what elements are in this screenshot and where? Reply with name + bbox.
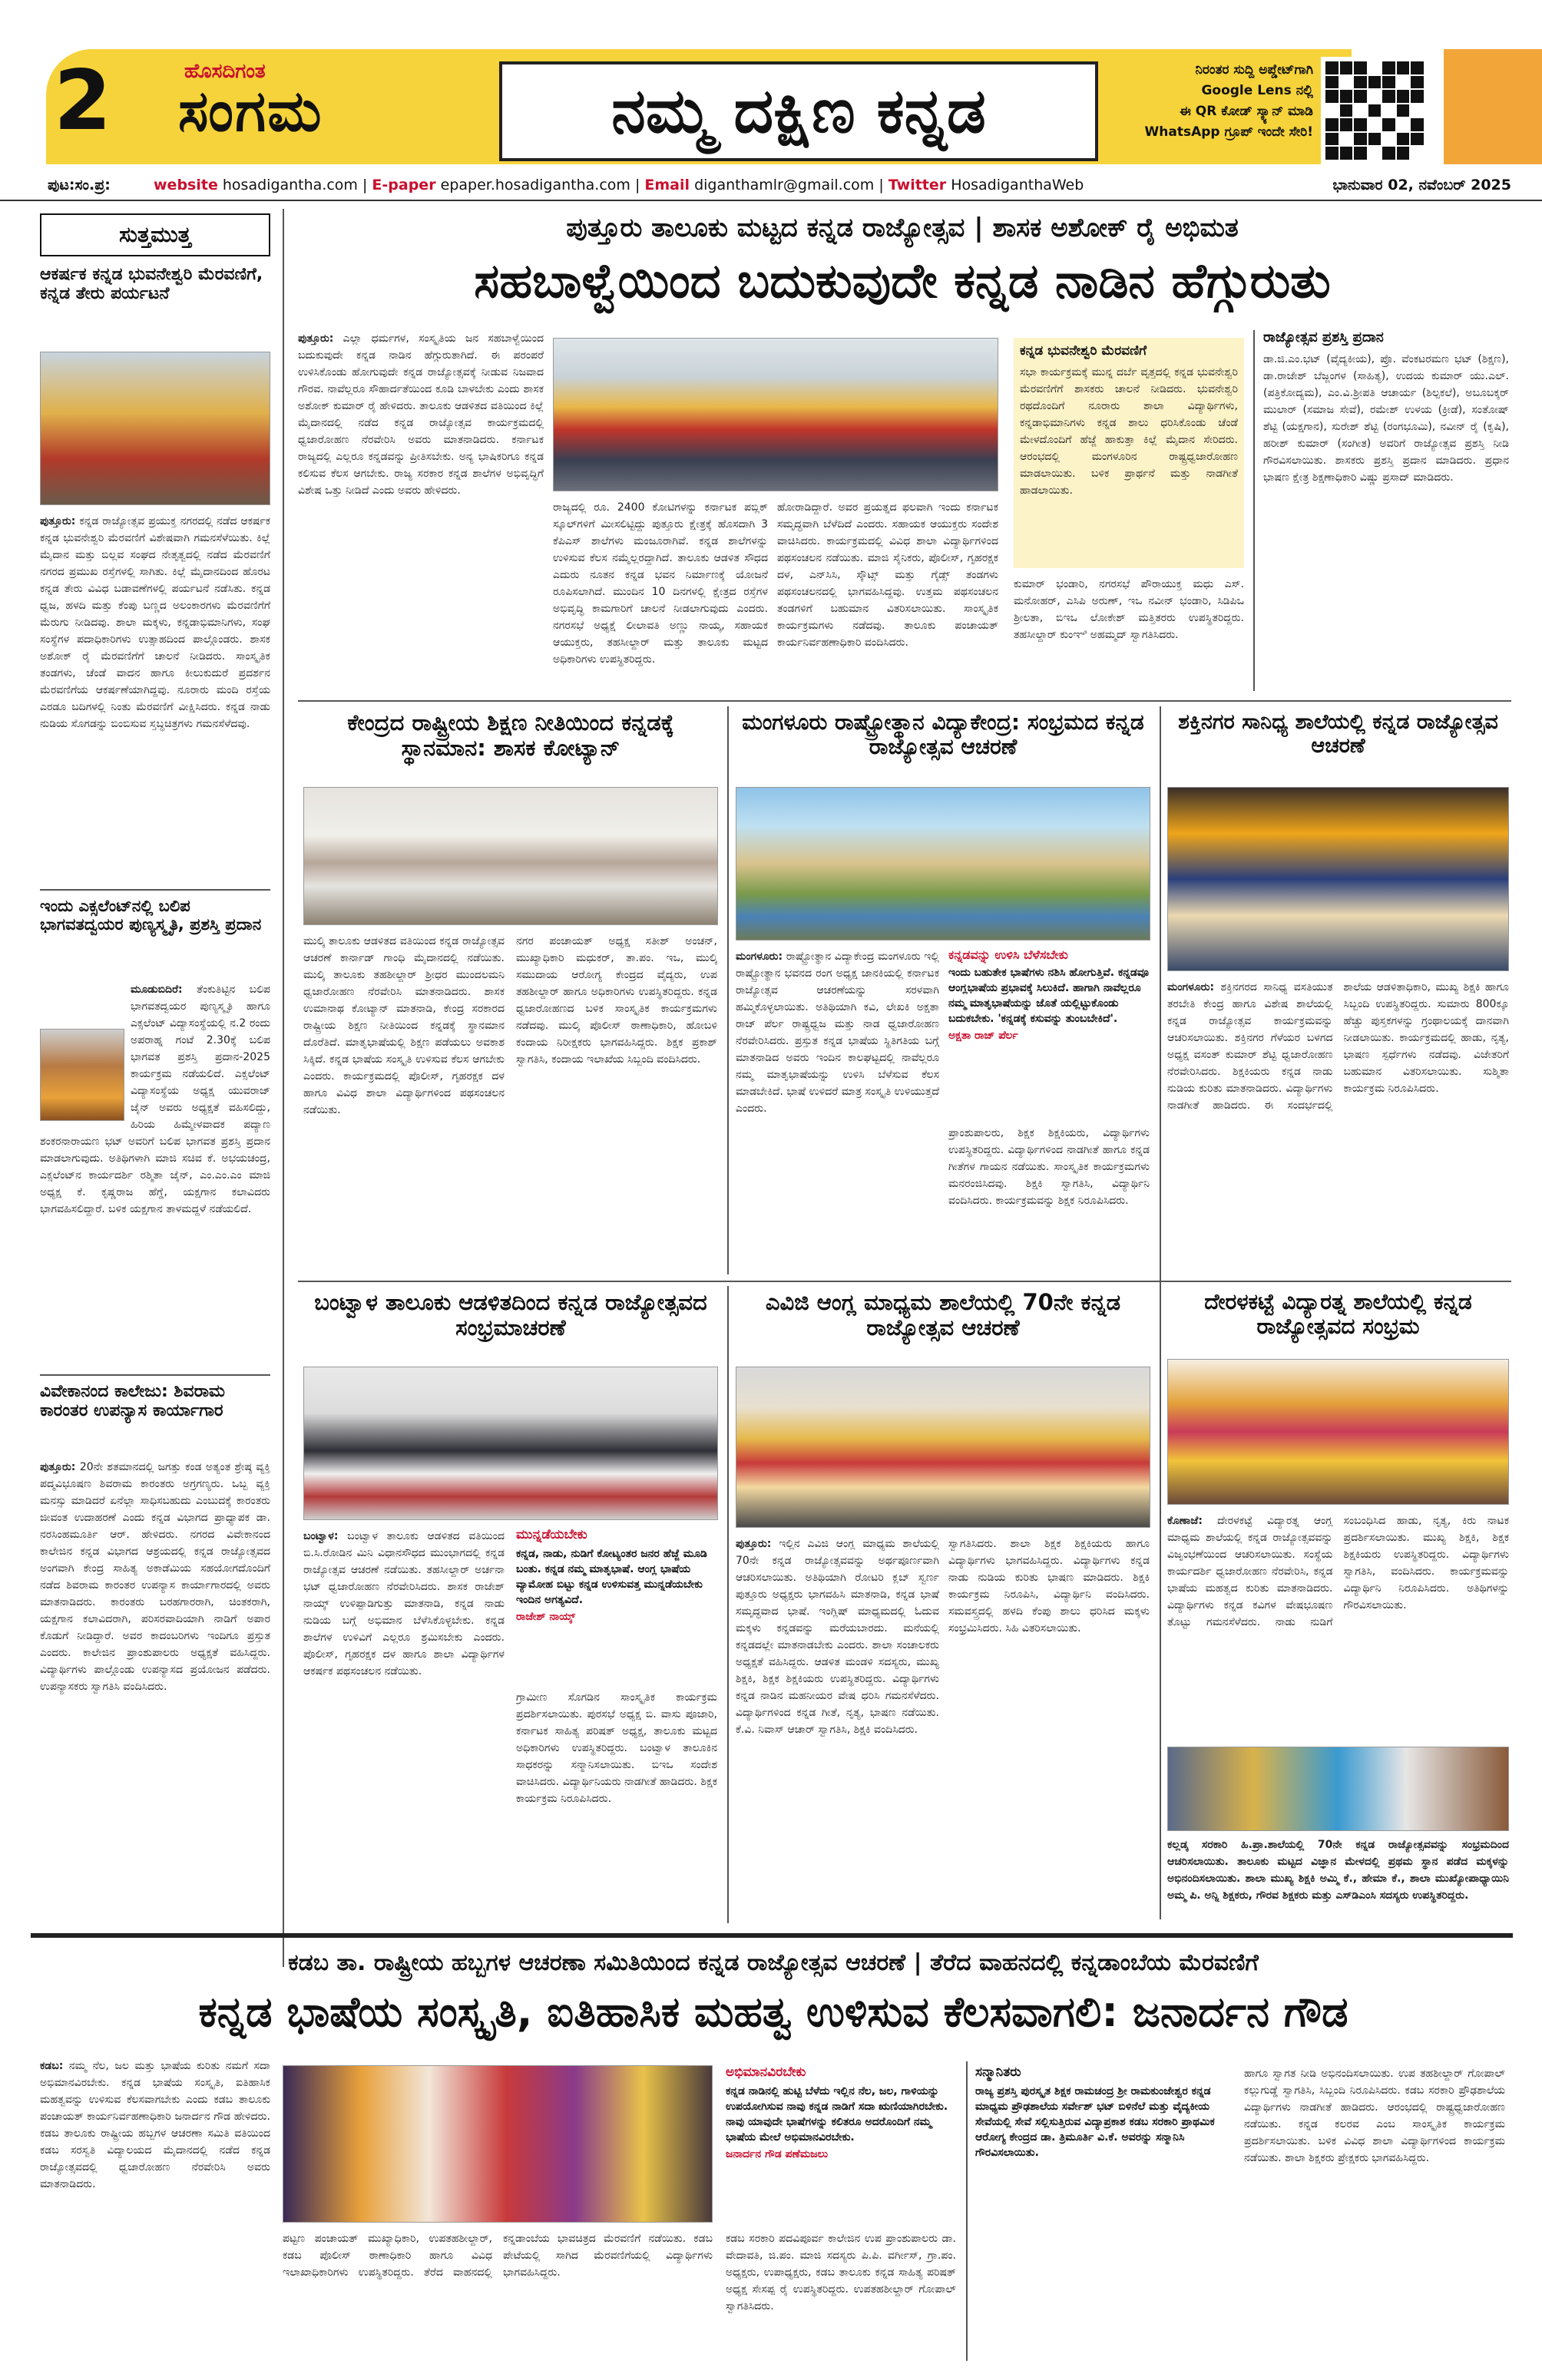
promo-line: WhatsApp ಗ್ರೂಪ್ ಇಂದೇ ಸೇರಿ! (1144, 124, 1313, 140)
box-title: ಸನ್ಮಾನಿತರು (975, 2064, 1021, 2080)
quote-title: ಕನ್ನಡವನ್ನು ಉಳಿಸಿ ಬೆಳೆಸಬೇಕು (948, 947, 1068, 962)
row2-b-quote (948, 948, 1150, 1117)
brand-logo-small: ಹೊಸದಿಗಂತ (184, 60, 266, 83)
box-text: ರಾಜ್ಯ ಪ್ರಶಸ್ತಿ ಪುರಸ್ಕೃತ ಶಿಕ್ಷಕ ರಾಮಚಂದ್ರ ಶ್ರೀ ರಾಮಕುಂಜೇಶ್ವರ ಕನ್ನಡ ಮಾಧ್ಯಮ ಪ್ರೌಢಶಾಲೆಯ ಸರ್ವೇಶ್ ಭಟ್ ಬಿಳಿನೆಲೆ ಮತ್ತು ವೈದ್ಯಕೀಯ ಸೇವೆಯಲ್ಲಿ ಸೇವೆ ಸಲ್ಲಿಸುತ್ತಿರುವ ವಿದ್ಯಾಪ್ರಕಾಶ ಕಡಬ ಸರಕಾರಿ ಪ್ರಾಥಮಿಕ ಆರೋಗ್ಯ ಕೇಂದ್ರದ ಡಾ. ತ್ರಿಮೂರ್ತಿ ವಿ.ಕೆ. ಅವರನ್ನು ಸನ್ಮಾನಿಸಿ ಗೌರವಿಸಲಾಯಿತು. (975, 2084, 1215, 2159)
quote-text: ಇಂದು ಬಹುತೇಕ ಭಾಷೆಗಳು ನಶಿಸಿ ಹೋಗುತ್ತಿವೆ. ಕನ್ನಡವೂ ಆಂಗ್ಲಭಾಷೆಯ ಪ್ರಭಾವಕ್ಕೆ ಸಿಲುಕಿದೆ. ಹಾಗಾಗಿ ನಾವೆಲ್ಲರೂ ನಮ್ಮ ಮಾತೃಭಾಷೆಯನ್ನು ಜೊತೆ ಯಲ್ಲಿಟ್ಟುಕೊಂಡು ಬದುಕಬೇಕು. 'ಕನ್ನಡಕ್ಕೆ ಕಸುವನ್ನು ತುಂಬಬೇಕಿದೆ'. (948, 967, 1149, 1026)
row2-c-body (1167, 979, 1509, 1271)
top-story-headline: ಸಹಬಾಳ್ವೆಯಿಂದ ಬದುಕುವುದೇ ಕನ್ನಡ ನಾಡಿನ ಹೆಗ್ಗುರುತು (474, 253, 1331, 309)
column-rule (1160, 706, 1161, 1919)
edition-title: ನಮ್ಮ ದಕ್ಷಿಣ ಕನ್ನಡ (499, 61, 1098, 161)
article-text: ನಮ್ಮ ನೆಲ, ಜಲ ಮತ್ತು ಭಾಷೆಯ ಕುರಿತು ನಮಗೆ ಸದಾ ಅಭಿಮಾನವಿರಬೇಕು. ಕನ್ನಡ ಭಾಷೆಯ ಸಂಸ್ಕೃತಿ, ಐತಿಹಾಸಿಕ ಮಹತ್ವವನ್ನು ಉಳಿಸುವ ಕೆಲಸವಾಗಬೇಕು ಎಂದು ಕಡಬ ತಾಲೂಕು ಪಂಚಾಯತ್ ಕಾರ್ಯನಿರ್ವಹಣಾಧಿಕಾರಿ ಜನಾರ್ದನ ಗೌಡ ಹೇಳಿದರು. ಕಡಬ ತಾಲೂಕು ರಾಷ್ಟ್ರೀಯ ಹಬ್ಬಗಳ ಆಚರಣಾ ಸಮಿತಿ ವತಿಯಿಂದ ಕಡಬ ಸರಸ್ವತಿ ವಿದ್ಯಾಲಯದ ಮೈದಾನದಲ್ಲಿ ನಡೆದ ಕನ್ನಡ ರಾಜ್ಯೋತ್ಸವದಲ್ಲಿ ಧ್ವಜಾರೋಹಣ ನೆರವೇರಿಸಿ ಅವರು ಮಾತನಾಡಿದರು. (40, 2060, 270, 2190)
article-text: ನಗರ ಪಂಚಾಯತ್ ಅಧ್ಯಕ್ಷ ಸತೀಶ್ ಅಂಚನ್, ಮುಖ್ಯಾಧಿಕಾರಿ ಮಧುಕರ್, ತಾ.ಪಂ. ಇಒ, ಮುಲ್ಕಿ ಸಮುದಾಯ ಆರೋಗ್ಯ ಕೇಂದ್ರದ ವೈದ್ಯರು, ಉಪ ತಹಶೀಲ್ದಾರ್ ಹಾಗೂ ಅಧಿಕಾರಿಗಳು ಉಪಸ್ಥಿತರಿದ್ದರು. ಕನ್ನಡ ಧ್ವಜಾರೋಹಣದ ಬಳಿಕ ಸಾಂಸ್ಕೃತಿಕ ಕಾರ್ಯಕ್ರಮಗಳು ನಡೆದವು. ಮುಲ್ಕಿ ಪೊಲೀಸ್ ಠಾಣಾಧಿಕಾರಿ, ಹೋಬಳಿ ಕಂದಾಯ ನಿರೀಕ್ಷಕರು ಭಾಗವಹಿಸಿದ್ದರು. ಶಿಕ್ಷಕ ಪ್ರಕಾಶ್ ಸ್ವಾಗತಿಸಿ, ಕಂದಾಯ ಇಲಾಖೆಯ ಸಿಬ್ಬಂದಿ ವಂದಿಸಿದರು. (516, 935, 717, 1066)
row2-d-headline: ದೇರಳಕಟ್ಟೆ ವಿದ್ಯಾರತ್ನ ಶಾಲೆಯಲ್ಲಿ ಕನ್ನಡ ರಾಜ್ಯೋತ್ಸವದ ಸಂಭ್ರಮ (1204, 1289, 1472, 1340)
row2-a-body-2 (516, 933, 717, 1271)
whatsapp-promo (1090, 60, 1313, 143)
bottom-story-photo (283, 2065, 713, 2223)
quote-text: ಕನ್ನಡ ನಾಡಿನಲ್ಲಿ ಹುಟ್ಟಿ ಬೆಳೆದು ಇಲ್ಲಿನ ನೆಲ, ಜಲ, ಗಾಳಿಯನ್ನು ಉಪಯೋಗಿಸುವ ನಾವು ಕನ್ನಡ ನಾಡಿಗೆ ಸದಾ ಋಣಿಯಾಗಿರಬೇಕು. ನಾವು ಯಾವುದೇ ಭಾಷೆಗಳನ್ನು ಕಲಿತರೂ ಅದರೊಂದಿಗೆ ನಮ್ಮ ಭಾಷೆಯ ಮೇಲೆ ಅಭಿಮಾನವಿರಬೇಕು. (726, 2084, 948, 2144)
dateline: ಮಂಗಳೂರು: (736, 950, 783, 963)
dateline: ಮಂಗಳೂರು: (1167, 981, 1215, 993)
article-text: ಶಕ್ತಿನಗರದ ಸಾನಿಧ್ಯ ವಸತಿಯುತ ತರಬೇತಿ ಕೇಂದ್ರ ಹಾಗೂ ವಿಶೇಷ ಶಾಲೆಯಲ್ಲಿ ಕನ್ನಡ ರಾಜ್ಯೋತ್ಸವ ಕಾರ್ಯಕ್ರಮವನ್ನು ಆಚರಿಸಲಾಯಿತು. ಶಕ್ತಿನಗರ ಗೆಳೆಯರ ಬಳಗದ ಅಧ್ಯಕ್ಷ ವಸಂತ್ ಕುಮಾರ್ ಶೆಟ್ಟಿ ಧ್ವಜಾರೋಹಣ ನೆರವೇರಿಸಿದರು. ಶಿಕ್ಷಕಿಯರು ಕನ್ನಡ ನಾಡು ನುಡಿಯ ಕುರಿತು ಮಾತನಾಡಿದರು. ವಿದ್ಯಾರ್ಥಿಗಳು ನಾಡಗೀತೆ ಹಾಡಿದರು. ಈ ಸಂದರ್ಭದಲ್ಲಿ ಶಾಲೆಯ ಆಡಳಿತಾಧಿಕಾರಿ, ಮುಖ್ಯ ಶಿಕ್ಷಕಿ ಹಾಗೂ ಸಿಬ್ಬಂದಿ ಉಪಸ್ಥಿತರಿದ್ದರು. ಸುಮಾರು 800ಕ್ಕೂ ಹೆಚ್ಚು ಪುಸ್ತಕಗಳನ್ನು ಗ್ರಂಥಾಲಯಕ್ಕೆ ದಾನವಾಗಿ ನೀಡಲಾಯಿತು. ಕಾರ್ಯಕ್ರಮದಲ್ಲಿ ಹಾಡು, ನೃತ್ಯ, ಭಾಷಣ ಸ್ಪರ್ಧೆಗಳು ನಡೆದವು. ವಿಜೇತರಿಗೆ ಬಹುಮಾನ ವಿತರಿಸಲಾಯಿತು. ಸುಶ್ಮಿತಾ ಕಾರ್ಯಕ್ರಮ ನಿರೂಪಿಸಿದರು. (1167, 981, 1509, 1112)
article-text: ಆಡಳಿತ ಮಂಡಳಿ ಸದಸ್ಯರು, ಮುಖ್ಯ ಶಿಕ್ಷಕಿ, ಶಿಕ್ಷಕ ಶಿಕ್ಷಕಿಯರು ಉಪಸ್ಥಿತರಿದ್ದರು. ವಿದ್ಯಾರ್ಥಿಗಳು ಕನ್ನಡ ನಾಡಿನ ಮಹನೀಯರ ವೇಷ ಧರಿಸಿ ಗಮನಸೆಳೆದರು. ವಿದ್ಯಾರ್ಥಿಗಳಿಂದ ಕನ್ನಡ ಗೀತೆ, ನೃತ್ಯ, ಭಾಷಣ ನಡೆಯಿತು. ಕೆ.ವಿ. ನಿವಾಸ್ ಆಚಾರ್ ಸ್ವಾಗತಿಸಿ, ಶಿಕ್ಷಕಿ ವಂದಿಸಿದರು. (736, 1656, 939, 1736)
article-text: ಮುಲ್ಕಿ ತಾಲೂಕು ಆಡಳಿತದ ವತಿಯಿಂದ ಕನ್ನಡ ರಾಜ್ಯೋತ್ಸವ ಆಚರಣೆ ಕಾರ್ನಾಡ್ ಗಾಂಧಿ ಮೈದಾನದಲ್ಲಿ ನಡೆಯಿತು. ಮುಲ್ಕಿ ತಾಲೂಕು ತಹಶೀಲ್ದಾರ್ ಶ್ರೀಧರ ಮುಂದಲಮನಿ ಧ್ವಜಾರೋಹಣ ನೆರವೇರಿಸಿ ಮಾತನಾಡಿದರು. ಶಾಸಕ ಉಮಾನಾಥ ಕೋಟ್ಯಾನ್ ಮಾತನಾಡಿ, ಕೇಂದ್ರ ಸರಕಾರದ ರಾಷ್ಟ್ರೀಯ ಶಿಕ್ಷಣ ನೀತಿಯಿಂದ ಕನ್ನಡಕ್ಕೆ ಸ್ಥಾನಮಾನ ದೊರೆತಿದೆ. ಮಾತೃಭಾಷೆಯಲ್ಲಿ ಶಿಕ್ಷಣ ಪಡೆಯಲು ಅವಕಾಶ ಸಿಕ್ಕಿದೆ. ಕನ್ನಡ ಭಾಷೆಯ ಸಂಸ್ಕೃತಿ ಉಳಿಸುವ ಕೆಲಸ ಆಗಬೇಕು ಎಂದರು. ಕಾರ್ಯಕ್ರಮದಲ್ಲಿ ಪೊಲೀಸ್, ಗೃಹರಕ್ಷಕ ದಳ ಹಾಗೂ ವಿವಿಧ ಶಾಲಾ ವಿದ್ಯಾರ್ಥಿಗಳಿಂದ ಪಥಸಂಚಲನ ನಡೆಯಿತು. (303, 935, 505, 1116)
award-text: ಡಾ.ಜಿ.ಎಂ.ಭಟ್ (ವೈದ್ಯಕೀಯ), ಪ್ರೊ. ವೆಂಕಟರಮಣ ಭಟ್ (ಶಿಕ್ಷಣ), ಡಾ.ರಾಜೇಶ್ ಬೆಜ್ಜಂಗಳ (ಸಾಹಿತ್ಯ), ಉದಯ ಕುಮಾರ್ ಯು.ಎಲ್. (ಪತ್ರಿಕೋದ್ಯಮ), ಎಂ.ವಿ.ಶ್ರೀಪತಿ ಆಚಾರ್ಯ (ಶಿಲ್ಪಕಲೆ), ಅಬೂಬಕ್ಕರ್ ಮುಲಾರ್ (ಸಮಾಜ ಸೇವೆ), ರಮೇಶ್ ಉಳಯ (ಕ್ರೀಡೆ), ಸಂತೋಷ್ ಶೆಟ್ಟಿ (ಯಕ್ಷಗಾನ), ಸುರೇಶ್ ಶೆಟ್ಟಿ (ರಂಗಭೂಮಿ), ನವೀನ್ ರೈ (ಕೃಷಿ), ಹರೀಶ್ ಕುಮಾರ್ (ಸಂಗೀತ) ಅವರಿಗೆ ರಾಜ್ಯೋತ್ಸವ ಪ್ರಶಸ್ತಿ ನೀಡಿ ಗೌರವಿಸಲಾಯಿತು. ಶಾಸಕರು ಪ್ರಶಸ್ತಿ ಪ್ರದಾನ ಮಾಡಿದರು. ಪ್ರಧಾನ ಭಾಷಣ ಕ್ಷೇತ್ರ ಶಿಕ್ಷಣಾಧಿಕಾರಿ ವಿಷ್ಣು ಪ್ರಸಾದ್ ಮಾಡಿದರು. (1263, 352, 1509, 484)
column-rule (727, 706, 729, 1274)
row2-b-headline: ಮಂಗಳೂರು ರಾಷ್ಟ್ರೋತ್ಥಾನ ವಿದ್ಯಾಕೇಂದ್ರ: ಸಂಭ್ರಮದ ಕನ್ನಡ ರಾಜ್ಯೋತ್ಸವ ಆಚರಣೆ (742, 709, 1144, 760)
row3-c-caption (1167, 1836, 1509, 1921)
top-story-sidebar (1014, 338, 1244, 568)
quote-byline: ಅಕ್ಷತಾ ರಾಜ್ ಪೆರ್ಲ (948, 1030, 1018, 1043)
left-story-2-body (40, 981, 270, 1365)
bottom-story-quote (726, 2065, 956, 2219)
row3-a-quote (516, 1528, 717, 1681)
column-rule (1253, 330, 1255, 691)
column-rule (283, 209, 284, 1967)
quote-text: ಕನ್ನಡ, ನಾಡು, ನುಡಿಗೆ ಕೋಟ್ಯಂತರ ಜನರ ಹೆಜ್ಜೆ ಮೂಡಿ ಬಂತು. ಕನ್ನಡ ನಮ್ಮ ಮಾತೃಭಾಷೆ. ಆಂಗ್ಲ ಭಾಷೆಯ ವ್ಯಾಮೋಹ ಬಿಟ್ಟು ಕನ್ನಡ ಉಳಿಸುವತ್ತ ಮುನ್ನಡೆಯಬೇಕು ಇಂದಿನ ಅಗತ್ಯವಿದೆ. (516, 1547, 707, 1606)
dateline: ಪುತ್ತೂರು: (40, 515, 76, 527)
website-label: website (154, 177, 218, 193)
article-text: ಕುಮಾರ್ ಭಂಡಾರಿ, ನಗರಸಭೆ ಪೌರಾಯುಕ್ತ ಮಧು ಎಸ್. ಮನೋಹರ್, ಎಸಿಪಿ ಅರುಣ್, ಇಒ ನವೀನ್ ಭಂಡಾರಿ, ಸಿಡಿಪಿಒ ಶ್ರೀಲತಾ, ಬಿಇಒ ಲೋಕೇಶ್ ಮತ್ತಿತರರು ಉಪಸ್ಥಿತರಿದ್ದರು. ತಹಸೀಲ್ದಾರ್ ಕುಂಞಿ ಅಹಮ್ಮದ್ ಸ್ವಾಗತಿಸಿದರು. (1014, 578, 1244, 641)
sidebar-title: ಕನ್ನಡ ಭುವನೇಶ್ವರಿ ಮೆರವಣಿಗೆ (1020, 343, 1147, 359)
row2-a-headline: ಕೇಂದ್ರದ ರಾಷ್ಟ್ರೀಯ ಶಿಕ್ಷಣ ನೀತಿಯಿಂದ ಕನ್ನಡಕ್ಕೆ ಸ್ಥಾನಮಾನ: ಶಾಸಕ ಕೋಟ್ಯಾನ್ (347, 709, 674, 762)
row2-b-body-2 (948, 1125, 1150, 1271)
bottom-story-body-4 (1244, 2065, 1505, 2361)
info-bar (0, 170, 1542, 201)
bottom-story-body-3 (726, 2230, 956, 2361)
dateline: ಪುತ್ತೂರು: (736, 1538, 772, 1550)
article-text: ರಾಜ್ಯದಲ್ಲಿ ರೂ. 2400 ಕೋಟಿಗಳನ್ನು ಕರ್ನಾಟಕ ಪಬ್ಲಿಕ್ ಸ್ಕೂಲ್‌ಗಳಿಗೆ ಮೀಸಲಿಟ್ಟಿದ್ದು ಪುತ್ತೂರು ಕ್ಷೇತ್ರಕ್ಕೆ ಹೊಸದಾಗಿ 3 ಕೆಪಿಎಸ್ ಶಾಲೆಗಳು ಮಂಜೂರಾಗಿವೆ. ಕನ್ನಡ ಶಾಲೆಗಳನ್ನು ಉಳಿಸುವ ಕೆಲಸ ನಮ್ಮೆಲ್ಲರದ್ದಾಗಿದೆ. ತಾಲೂಕು ಆಡಳಿತ ಸೌಧದ ಎದುರು ನೂತನ ಕನ್ನಡ ಭವನ ನಿರ್ಮಾಣಕ್ಕೆ ಯೋಜನೆ ರೂಪಿಸಲಾಗಿದೆ. ಮುಂದಿನ 10 ದಿನಗಳಲ್ಲಿ ಕ್ಷೇತ್ರದ ರಸ್ತೆಗಳ ಅಭಿವೃದ್ಧಿ ಕಾಮಗಾರಿಗೆ ಚಾಲನೆ ನೀಡಲಾಗುವುದು ಎಂದರು. ನಗರಸಭೆ ಅಧ್ಯಕ್ಷೆ ಲೀಲಾವತಿ ಅಣ್ಣು ನಾಯ್ಕ, ಸಹಾಯಕ ಆಯುಕ್ತರು, ತಹಸೀಲ್ದಾರ್ ಮತ್ತು ತಾಲೂಕು ಮಟ್ಟದ ಅಧಿಕಾರಿಗಳು ಉಪಸ್ಥಿತರಿದ್ದರು. (553, 501, 768, 666)
article-text: ಸ್ವಾಗತಿಸಿದರು. ಶಾಲಾ ಶಿಕ್ಷಕ ಶಿಕ್ಷಕಿಯರು ಹಾಗೂ ವಿದ್ಯಾರ್ಥಿಗಳು ಭಾಗವಹಿಸಿದ್ದರು. ವಿದ್ಯಾರ್ಥಿಗಳು ಕನ್ನಡ ನಾಡು ನುಡಿಯ ಕುರಿತು ಭಾಷಣ ಮಾಡಿದರು. ಶಿಕ್ಷಕಿ ಕಾರ್ಯಕ್ರಮ ನಿರೂಪಿಸಿ, ವಿದ್ಯಾರ್ಥಿನಿ ವಂದಿಸಿದರು. ಸಮವಸ್ತ್ರದಲ್ಲಿ ಹಳದಿ ಕೆಂಪು ಶಾಲು ಧರಿಸಿದ ಮಕ್ಕಳು ಸಂಭ್ರಮಿಸಿದರು. ಸಿಹಿ ವಿತರಿಸಲಾಯಿತು. (948, 1538, 1150, 1635)
left-story-3-headline: ವಿವೇಕಾನಂದ ಕಾಲೇಜು: ಶಿವರಾಮ ಕಾರಂತರ ಉಪನ್ಯಾಸ ಕಾರ್ಯಾಗಾರ (40, 1382, 225, 1421)
quote-byline: ಜನಾರ್ದನ ಗೌಡ ಪಣೆಮಜಲು (726, 2147, 829, 2160)
twitter-link[interactable]: HosadiganthaWeb (951, 177, 1084, 193)
row3-a-body-1 (303, 1528, 505, 1919)
row3-b-headline: ಎವಿಜಿ ಆಂಗ್ಲ ಮಾಧ್ಯಮ ಶಾಲೆಯಲ್ಲಿ 70ನೇ ಕನ್ನಡ ರಾಜ್ಯೋತ್ಸವ ಆಚರಣೆ (765, 1289, 1121, 1341)
qr-code-icon[interactable] (1321, 57, 1428, 164)
row2-c-headline: ಶಕ್ತಿನಗರ ಸಾನಿಧ್ಯ ಶಾಲೆಯಲ್ಲಿ ಕನ್ನಡ ರಾಜ್ಯೋತ್ಸವ ಆಚರಣೆ (1178, 710, 1498, 759)
bottom-story-kicker: ಕಡಬ ತಾ. ರಾಷ್ಟ್ರೀಯ ಹಬ್ಬಗಳ ಆಚರಣಾ ಸಮಿತಿಯಿಂದ ಕನ್ನಡ ರಾಜ್ಯೋತ್ಸವ ಆಚರಣೆ | ತೆರೆದ ವಾಹನದಲ್ಲಿ ಕನ್ನಡಾಂಬೆಯ ಮೆರವಣಿಗೆ (288, 1949, 1259, 1976)
left-story-1-headline: ಆಕರ್ಷಕ ಕನ್ನಡ ಭುವನೇಶ್ವರಿ ಮೆರವಣಿಗೆ, ಕನ್ನಡ ತೇರು ಪರ್ಯಟನೆ (40, 265, 263, 304)
award-title: ರಾಜ್ಯೋತ್ಸವ ಪ್ರಶಸ್ತಿ ಪ್ರದಾನ (1263, 329, 1384, 345)
quote-byline: ರಾಜೇಶ್ ನಾಯ್ಕ್ (516, 1610, 576, 1623)
column-rule (727, 1286, 729, 1923)
promo-line: ನಿರಂತರ ಸುದ್ದಿ ಅಪ್ಡೇಟ್‌ಗಾಗಿ (1195, 62, 1313, 78)
dateline: ಮೂಡುಬಿದಿರೆ: (131, 983, 183, 996)
divider (298, 700, 1511, 702)
bottom-story-body-2 (283, 2230, 713, 2361)
sidebar-text: ಸಭಾ ಕಾರ್ಯಕ್ರಮಕ್ಕೆ ಮುನ್ನ ದರ್ಬೆ ವೃತ್ತದಲ್ಲಿ ಕನ್ನಡ ಭುವನೇಶ್ವರಿ ಮೆರವಣಿಗೆಗೆ ಶಾಸಕರು ಚಾಲನೆ ನೀಡಿದರು. ಭುವನೇಶ್ವರಿ ರಥದೊಂದಿಗೆ ನೂರಾರು ಶಾಲಾ ವಿದ್ಯಾರ್ಥಿಗಳು, ಕನ್ನಡಾಭಿಮಾನಿಗಳು ಕನ್ನಡ ಶಾಲು ಧರಿಸಿಕೊಂಡು ಚೆಂಡೆ ಮೇಳದೊಂದಿಗೆ ಹೆಜ್ಜೆ ಹಾಕುತ್ತಾ ಕಿಲ್ಲೆ ಮೈದಾನ ಸೇರಿದರು. ಆರಂಭದಲ್ಲಿ ಮಂಗಳೂರಿನ ರಾಷ್ಟ್ರಧ್ವಜಾರೋಹಣ ಮಾಡಲಾಯಿತು. ಬಳಿಕ ಪ್ರಾರ್ಥನೆ ಮತ್ತು ನಾಡಗೀತೆ ಹಾಡಲಾಯಿತು. (1020, 365, 1238, 497)
epaper-label: E-paper (372, 177, 436, 193)
bottom-story-body-1 (40, 2058, 270, 2361)
row2-c-photo (1167, 787, 1509, 971)
article-text: ಎಲ್ಲಾ ಧರ್ಮಗಳ, ಸಂಸ್ಕೃತಿಯ ಜನ ಸಹಬಾಳ್ವೆಯಿಂದ ಬದುಕುವುದೇ ಕನ್ನಡ ನಾಡಿನ ಹೆಗ್ಗುರುತಾಗಿದೆ. ಈ ಪರಂಪರೆ ಉಳಿಸಿಕೊಂಡು ಹೋಗುವುದೇ ಕನ್ನಡ ರಾಜ್ಯೋತ್ಸವಕ್ಕೆ ನೀಡುವ ನಿಜವಾದ ಗೌರವ. ನಾವೆಲ್ಲರೂ ಸೌಹಾರ್ದತೆಯಿಂದ ಕೂಡಿ ಬಾಳಬೇಕು ಎಂದು ಶಾಸಕ ಅಶೋಕ್ ಕುಮಾರ್ ರೈ ಹೇಳಿದರು. ತಾಲೂಕು ಆಡಳಿತದ ವತಿಯಿಂದ ಕಿಲ್ಲೆ ಮೈದಾನದಲ್ಲಿ ನಡೆದ ಕನ್ನಡ ರಾಜ್ಯೋತ್ಸವ ಕಾರ್ಯಕ್ರಮದಲ್ಲಿ ಧ್ವಜಾರೋಹಣ ನೆರವೇರಿಸಿ ಅವರು ಮಾತನಾಡಿದರು. ಕರ್ನಾಟಕ ರಾಜ್ಯದಲ್ಲಿ ಎಲ್ಲರೂ ಕನ್ನಡವನ್ನು ಪ್ರೀತಿಸಬೇಕು. ಅನ್ಯ ಭಾಷಿಕರಿಗೂ ಕನ್ನಡ ಕಲಿಸುವ ಕೆಲಸ ಆಗಬೇಕು. ರಾಜ್ಯ ಸರಕಾರ ಕನ್ನಡ ಶಾಲೆಗಳ ಅಭಿವೃದ್ಧಿಗೆ ವಿಶೇಷ ಒತ್ತು ನೀಡಿದೆ ಎಂದು ಅವರು ಹೇಳಿದರು. (298, 332, 544, 497)
article-text: ಪ್ರಾಂಶುಪಾಲರು, ಶಿಕ್ಷಕ ಶಿಕ್ಷಕಿಯರು, ವಿದ್ಯಾರ್ಥಿಗಳು ಉಪಸ್ಥಿತರಿದ್ದರು. ವಿದ್ಯಾರ್ಥಿಗಳಿಂದ ನಾಡಗೀತೆ ಹಾಗೂ ಕನ್ನಡ ಗೀತೆಗಳ ಗಾಯನ ನಡೆಯಿತು. ಸಾಂಸ್ಕೃತಿಕ ಕಾರ್ಯಕ್ರಮಗಳು ಮನರಂಜಿಸಿದವು. ಶಿಕ್ಷಕಿ ಸ್ವಾಗತಿಸಿ, ವಿದ್ಯಾರ್ಥಿನಿ ವಂದಿಸಿದರು. ಕಾರ್ಯಕ್ರಮವನ್ನು ಶಿಕ್ಷಕ ನಿರೂಪಿಸಿದರು. (948, 1127, 1150, 1207)
top-story-photo (553, 338, 998, 491)
dateline: ಪುತ್ತೂರು: (40, 1461, 76, 1473)
masthead (0, 0, 1542, 169)
article-text: ದೇರಳಕಟ್ಟೆ ವಿದ್ಯಾರತ್ನ ಆಂಗ್ಲ ಮಾಧ್ಯಮ ಶಾಲೆಯಲ್ಲಿ ಕನ್ನಡ ರಾಜ್ಯೋತ್ಸವವನ್ನು ವಿಜೃಂಭಣೆಯಿಂದ ಆಚರಿಸಲಾಯಿತು. ಸಂಸ್ಥೆಯ ಕಾರ್ಯದರ್ಶಿ ಧ್ವಜಾರೋಹಣ ನೆರವೇರಿಸಿ, ಕನ್ನಡ ಭಾಷೆಯ ಮಹತ್ವದ ಕುರಿತು ಮಾತನಾಡಿದರು. ವಿದ್ಯಾರ್ಥಿಗಳು ಕನ್ನಡ ಕವಿಗಳ ವೇಷಭೂಷಣ ತೊಟ್ಟು ಗಮನಸೆಳೆದರು. ನಾಡು ನುಡಿಗೆ ಸಂಬಂಧಿಸಿದ ಹಾಡು, ನೃತ್ಯ, ಕಿರು ನಾಟಕ ಪ್ರದರ್ಶಿಸಲಾಯಿತು. ಮುಖ್ಯ ಶಿಕ್ಷಕಿ, ಶಿಕ್ಷಕ ಶಿಕ್ಷಕಿಯರು ಉಪಸ್ಥಿತರಿದ್ದರು. ವಿದ್ಯಾರ್ಥಿಗಳು ಸ್ವಾಗತಿಸಿ, ವಂದಿಸಿದರು. ಕಾರ್ಯಕ್ರಮವನ್ನು ವಿದ್ಯಾರ್ಥಿನಿ ನಿರೂಪಿಸಿದರು. ಅತಿಥಿಗಳನ್ನು ಗೌರವಿಸಲಾಯಿತು. (1167, 1515, 1509, 1628)
website-link[interactable]: hosadigantha.com (222, 177, 358, 193)
twitter-label: Twitter (888, 177, 947, 193)
left-story-1-photo (40, 352, 270, 505)
article-text: ಗ್ರಾಮೀಣ ಸೊಗಡಿನ ಸಾಂಸ್ಕೃತಿಕ ಕಾರ್ಯಕ್ರಮ ಪ್ರದರ್ಶಿಸಲಾಯಿತು. ಪುರಸಭೆ ಅಧ್ಯಕ್ಷ ಬಿ. ವಾಸು ಪೂಜಾರಿ, ಕರ್ನಾಟಕ ಸಾಹಿತ್ಯ ಪರಿಷತ್ ಅಧ್ಯಕ್ಷ, ತಾಲೂಕು ಮಟ್ಟದ ಅಧಿಕಾರಿಗಳು ಉಪಸ್ಥಿತರಿದ್ದರು. ಬಂಟ್ವಾಳ ತಾಲೂಕಿನ ಸಾಧಕರನ್ನು ಸನ್ಮಾನಿಸಲಾಯಿತು. ಬಿಇಒ ಸಂದೇಶ ವಾಚಿಸಿದರು. ವಿದ್ಯಾರ್ಥಿನಿಯರು ನಾಡಗೀತೆ ಹಾಡಿದರು. ಶಿಕ್ಷಕ ಕಾರ್ಯಕ್ರಮ ನಿರೂಪಿಸಿದರು. (516, 1691, 717, 1805)
row3-a-photo (303, 1367, 718, 1520)
award-box (1263, 330, 1509, 691)
article-text: ಕಡಬ ಸರಕಾರಿ ಪದವಿಪೂರ್ವ ಕಾಲೇಜಿನ ಉಪ ಪ್ರಾಂಶುಪಾಲರು ಡಾ. ವೇದಾವತಿ, ಜಿ.ಪಂ. ಮಾಜಿ ಸದಸ್ಯರು ಪಿ.ಪಿ. ವರ್ಗೀಸ್, ಗ್ರಾ.ಪಂ. ಅಧ್ಯಕ್ಷರು, ಉಪಾಧ್ಯಕ್ಷರು, ಕಡಬ ತಾಲೂಕು ಕನ್ನಡ ಸಾಹಿತ್ಯ ಪರಿಷತ್ ಅಧ್ಯಕ್ಷ ಸೇಸಪ್ಪ ರೈ ಉಪಸ್ಥಿತರಿದ್ದರು. ಉಪತಹಶೀಲ್ದಾರ್ ಗೋಪಾಲ್ ಸ್ವಾಗತಿಸಿದರು. (726, 2233, 956, 2312)
email-link[interactable]: diganthamlr@gmail.com (694, 177, 875, 193)
bottom-story-headline: ಕನ್ನಡ ಭಾಷೆಯ ಸಂಸ್ಕೃತಿ, ಐತಿಹಾಸಿಕ ಮಹತ್ವ ಉಳಿಸುವ ಕೆಲಸವಾಗಲಿ: ಜನಾರ್ದನ ಗೌಡ (198, 1988, 1348, 2036)
row3-b-photo (736, 1367, 1150, 1528)
article-text: ಪಟ್ಟಣ ಪಂಚಾಯತ್ ಮುಖ್ಯಾಧಿಕಾರಿ, ಉಪತಹಶೀಲ್ದಾರ್, ಕಡಬ ಪೊಲೀಸ್ ಠಾಣಾಧಿಕಾರಿ ಹಾಗೂ ವಿವಿಧ ಇಲಾಖಾಧಿಕಾರಿಗಳು ಉಪಸ್ಥಿತರಿದ್ದರು. ತೆರೆದ ವಾಹನದಲ್ಲಿ ಕನ್ನಡಾಂಬೆಯ ಭಾವಚಿತ್ರದ ಮೆರವಣಿಗೆ ನಡೆಯಿತು. ಕಡಬ ಪೇಟೆಯಲ್ಲಿ ಸಾಗಿದ ಮೆರವಣಿಗೆಯಲ್ಲಿ ವಿದ್ಯಾರ್ಥಿಗಳು ಭಾಗವಹಿಸಿದ್ದರು. (283, 2233, 713, 2279)
article-text: ಕನ್ನಡ ರಾಜ್ಯೋತ್ಸವ ಪ್ರಯುಕ್ತ ನಗರದಲ್ಲಿ ನಡೆದ ಆಕರ್ಷಕ ಕನ್ನಡ ಭುವನೇಶ್ವರಿ ಮೆರವಣಿಗೆ ವಿಶೇಷವಾಗಿ ಗಮನಸೆಳೆಯಿತು. ಕಿಲ್ಲೆ ಮೈದಾನ ಮತ್ತು ಬಿಲ್ಲವ ಸಂಘದ ನೇತೃತ್ವದಲ್ಲಿ ನಡೆದ ಮೆರವಣಿಗೆ ನಗರದ ಪ್ರಮುಖ ರಸ್ತೆಗಳಲ್ಲಿ ಸಾಗಿತು. ಕಿಲ್ಲೆ ಮೈದಾನದಿಂದ ಹೊರಟ ಕನ್ನಡ ತೇರು ವಿವಿಧ ಬಡಾವಣೆಗಳಲ್ಲಿ ಪರ್ಯಟನೆ ನಡೆಸಿತು. ಕನ್ನಡ ಧ್ವಜ, ಹಳದಿ ಮತ್ತು ಕೆಂಪು ಬಣ್ಣದ ಅಲಂಕಾರಗಳು ಮೆರವಣಿಗೆಗೆ ಮೆರುಗು ನೀಡಿದವು. ಶಾಲಾ ಮಕ್ಕಳು, ಕನ್ನಡಾಭಿಮಾನಿಗಳು, ಸಂಘ ಸಂಸ್ಥೆಗಳ ಪದಾಧಿಕಾರಿಗಳು ಉತ್ಸಾಹದಿಂದ ಪಾಲ್ಗೊಂಡರು. ಶಾಸಕ ಅಶೋಕ್ ರೈ ಮೆರವಣಿಗೆಗೆ ಚಾಲನೆ ನೀಡಿದರು. ಸಾಂಸ್ಕೃತಿಕ ತಂಡಗಳು, ಚೆಂಡೆ ವಾದನ ಹಾಗೂ ಕೀಲುಕುದುರೆ ಪ್ರದರ್ಶನ ಮೆರವಣಿಗೆಯ ಆಕರ್ಷಣೆಯಾಗಿದ್ದವು. ನೂರಾರು ಮಂದಿ ರಸ್ತೆಯ ಎರಡೂ ಬದಿಗಳಲ್ಲಿ ನಿಂತು ಮೆರವಣಿಗೆ ವೀಕ್ಷಿಸಿದರು. ಕನ್ನಡ ನಾಡು ನುಡಿಯ ಸೊಗಡನ್ನು ಬಿಂಬಿಸುವ ಸ್ತಬ್ಧಚಿತ್ರಗಳು ಗಮನಸೆಳೆದವು. (40, 515, 270, 730)
top-story-body-4 (1014, 576, 1244, 691)
epaper-link[interactable]: epaper.hosadigantha.com (440, 177, 630, 193)
dateline: ಪುತ್ತೂರು: (298, 332, 334, 345)
article-text: ಹೋರಾಡಿದ್ದಾರೆ. ಅವರ ಪ್ರಯತ್ನದ ಫಲವಾಗಿ ಇಂದು ಕರ್ನಾಟಕ ಸಮೃದ್ಧವಾಗಿ ಬೆಳೆದಿದೆ ಎಂದರು. ಸಹಾಯಕ ಆಯುಕ್ತರು ಸಂದೇಶ ವಾಚಿಸಿದರು. ಕಾರ್ಯಕ್ರಮದಲ್ಲಿ ವಿವಿಧ ಶಾಲಾ ವಿದ್ಯಾರ್ಥಿಗಳಿಂದ ಪಥಸಂಚಲನ ನಡೆಯಿತು. ಮಾಜಿ ಸೈನಿಕರು, ಪೊಲೀಸ್, ಗೃಹರಕ್ಷಕ ದಳ, ಎನ್‌ಸಿಸಿ, ಸ್ಕೌಟ್ಸ್ ಮತ್ತು ಗೈಡ್ಸ್ ತಂಡಗಳು ಪಥಸಂಚಲನದಲ್ಲಿ ಭಾಗವಹಿಸಿದ್ದವು. ಉತ್ತಮ ಪಥಸಂಚಲನ ತಂಡಗಳಿಗೆ ಬಹುಮಾನ ವಿತರಿಸಲಾಯಿತು. ಸಾಂಸ್ಕೃತಿಕ ಕಾರ್ಯಕ್ರಮಗಳು ನಡೆದವು. ತಾಲೂಕು ಪಂಚಾಯತ್ ಕಾರ್ಯನಿರ್ವಹಣಾಧಿಕಾರಿ ವಂದಿಸಿದರು. (777, 501, 998, 649)
row2-b-body-1 (736, 948, 939, 1271)
section-label: ಸುತ್ತಮುತ್ತ (40, 213, 270, 256)
email-label: Email (644, 177, 690, 193)
contact-links: website hosadigantha.com | E-paper epaper.hosadigantha.com | Email diganthamlr@gmail.com | Twitter HosadiganthaWeb (154, 177, 1084, 193)
row3-a-body-2 (516, 1689, 717, 1919)
promo-line: Google Lens ನಲ್ಲಿ (1201, 83, 1313, 98)
article-text: 20ನೇ ಶತಮಾನದಲ್ಲಿ ಜಗತ್ತು ಕಂಡ ಅತ್ಯಂತ ಶ್ರೇಷ್ಠ ವ್ಯಕ್ತಿ ಪದ್ಮವಿಭೂಷಣ ಶಿವರಾಮ ಕಾರಂತರು ಅಗ್ರಗಣ್ಯರು. ಒಬ್ಬ ವ್ಯಕ್ತಿ ಮನಸ್ಸು ಮಾಡಿದರೆ ಏನೆಲ್ಲಾ ಸಾಧಿಸಬಹುದು ಎಂಬುದಕ್ಕೆ ಕಾರಂತರು ಜೀವಂತ ಉದಾಹರಣೆ ಎಂದು ಕನ್ನಡ ವಿಭಾಗದ ಪ್ರಾಧ್ಯಾಪಕ ಡಾ. ನರಸಿಂಹಮೂರ್ತಿ ಆರ್. ಹೇಳಿದರು. ನಗರದ ವಿವೇಕಾನಂದ ಕಾಲೇಜಿನ ಕನ್ನಡ ವಿಭಾಗದ ಆಶ್ರಯದಲ್ಲಿ ಕನ್ನಡ ರಾಜ್ಯೋತ್ಸವದ ಅಂಗವಾಗಿ ಕೇಂದ್ರ ಸಾಹಿತ್ಯ ಅಕಾಡೆಮಿಯ ಸಹಯೋಗದೊಂದಿಗೆ ನಡೆದ ಶಿವರಾಮ ಕಾರಂತರ ಉಪನ್ಯಾಸ ಕಾರ್ಯಾಗಾರದಲ್ಲಿ ಅವರು ಮಾತನಾಡಿದರು. ಕಾರಂತರು ಬರಹಗಾರರಾಗಿ, ಚಿಂತಕರಾಗಿ, ಯಕ್ಷಗಾನ ಕಲಾವಿದರಾಗಿ, ಪರಿಸರವಾದಿಯಾಗಿ ನಾಡಿಗೆ ಅಪಾರ ಕೊಡುಗೆ ನೀಡಿದ್ದಾರೆ. ಅವರ ಕಾದಂಬರಿಗಳು ಇಂದಿಗೂ ಪ್ರಸ್ತುತ ಎಂದರು. ಕಾಲೇಜಿನ ಪ್ರಾಂಶುಪಾಲರು ಅಧ್ಯಕ್ಷತೆ ವಹಿಸಿದ್ದರು. ವಿದ್ಯಾರ್ಥಿಗಳು ಪಾಲ್ಗೊಂಡು ಉಪನ್ಯಾಸದ ಪ್ರಯೋಜನ ಪಡೆದರು. ಉಪನ್ಯಾಸಕರು ಸ್ವಾಗತಿಸಿ ವಂದಿಸಿದರು. (40, 1461, 270, 1693)
top-story-body-2 (553, 499, 768, 691)
page-number: 2 (54, 53, 112, 149)
left-story-1-body (40, 513, 270, 881)
divider (31, 1933, 1513, 1938)
column-rule (966, 2061, 968, 2361)
quote-title: ಮುನ್ನಡೆಯಬೇಕು (516, 1527, 587, 1542)
article-text: ತೆಂಕುತಿಟ್ಟಿನ ಬಲಿಪ ಭಾಗವತದ್ವಯರ ಪುಣ್ಯಸ್ಮೃತಿ ಹಾಗೂ ಎಕ್ಸಲೆಂಟ್ ವಿದ್ಯಾಸಂಸ್ಥೆಯಲ್ಲಿ ನ.2 ರಂದು ಅಪರಾಹ್ನ ಗಂಟೆ 2.30ಕ್ಕೆ ಬಲಿಪ ಭಾಗವತ ಪ್ರಶಸ್ತಿ ಪ್ರದಾನ-2025 ಕಾರ್ಯಕ್ರಮ ನಡೆಯಲಿದೆ. ಎಕ್ಸಲೆಂಟ್ ವಿದ್ಯಾಸಂಸ್ಥೆಯ ಅಧ್ಯಕ್ಷ ಯುವರಾಜ್ ಜೈನ್ ಅವರು ಅಧ್ಯಕ್ಷತೆ ವಹಿಸಲಿದ್ದು, ಹಿರಿಯ ಹಿಮ್ಮೇಳವಾದಕ ಪದ್ಯಾಣ ಶಂಕರನಾರಾಯಣ ಭಟ್ ಅವರಿಗೆ ಬಲಿಪ ಭಾಗವತ ಪ್ರಶಸ್ತಿ ಪ್ರದಾನ ಮಾಡಲಾಗುವುದು. ಅತಿಥಿಗಳಾಗಿ ಮಾಜಿ ಸಚಿವ ಕೆ. ಅಭಯಚಂದ್ರ, ಎಕ್ಸಲೆಂಟ್‌ನ ಕಾರ್ಯದರ್ಶಿ ರಶ್ಮಿತಾ ಜೈನ್, ಎಂ.ಎಂ.ಎಂ ಮಾಜಿ ಅಧ್ಯಕ್ಷ ಕೆ. ಕೃಷ್ಣರಾಜ ಹೆಗ್ಡೆ, ಯಕ್ಷಗಾನ ಕಲಾವಿದರು ಭಾಗವಹಿಸಲಿದ್ದಾರೆ. ಬಳಿಕ ಯಕ್ಷಗಾನ ತಾಳಮದ್ದಳೆ ನಡೆಯಲಿದೆ. (40, 983, 270, 1215)
row2-d-photo (1167, 1359, 1509, 1505)
left-story-3-body (40, 1459, 270, 1965)
dateline: ಕೊಣಾಜೆ: (1167, 1515, 1203, 1527)
promo-line: ಈ QR ಕೋಡ್ ಸ್ಕ್ಯಾನ್ ಮಾಡಿ (1180, 104, 1313, 119)
row3-b-body-1 (736, 1535, 939, 1919)
row3-a-headline: ಬಂಟ್ವಾಳ ತಾಲೂಕು ಆಡಳಿತದಿಂದ ಕನ್ನಡ ರಾಜ್ಯೋತ್ಸವದ ಸಂಭ್ರಮಾಚರಣೆ (314, 1289, 707, 1341)
dateline: ಬಂಟ್ವಾಳ: (303, 1530, 339, 1542)
row3-b-body-2 (948, 1535, 1150, 1919)
dateline: ಕಡಬ: (40, 2060, 64, 2072)
brand-logo: ಸಂಗಮ (178, 78, 323, 144)
quote-title: ಅಭಿಮಾನವಿರಬೇಕು (726, 2064, 806, 2080)
article-text: ಹಾಗೂ ಸ್ವಾಗತ ನೀಡಿ ಅಭಿನಂದಿಸಲಾಯಿತು. ಉಪ ತಹಶೀಲ್ದಾರ್ ಗೋಪಾಲ್ ಕಲ್ಲುಗುಡ್ಡೆ ಸ್ವಾಗತಿಸಿ, ಸಿಬ್ಬಂದಿ ನಿರೂಪಿಸಿದರು. ಕಡಬ ಸರಕಾರಿ ಪ್ರೌಢಶಾಲೆಯ ವಿದ್ಯಾರ್ಥಿಗಳು ನಾಡಗೀತೆ ಹಾಡಿದರು. ಆರಂಭದಲ್ಲಿ ರಾಷ್ಟ್ರಧ್ವಜಾರೋಹಣ ನಡೆಯಿತು. ಕನ್ನಡ ಕಲರವ ಎಂಬ ಸಾಂಸ್ಕೃತಿಕ ಕಾರ್ಯಕ್ರಮ ಪ್ರದರ್ಶಿಸಲಾಯಿತು. ಬಳಿಕ ವಿವಿಧ ಶಾಲಾ ವಿದ್ಯಾರ್ಥಿಗಳಿಂದ ಕಾರ್ಯಕ್ರಮ ನಡೆಯಿತು. ಶಾಲಾ ಶಿಕ್ಷಕರು ಪ್ರೇಕ್ಷಕರು ಭಾಗವಹಿಸಿದ್ದರು. (1244, 2068, 1505, 2164)
issue-date: ಭಾನುವಾರ 02, ನವೆಂಬರ್ 2025 (1332, 177, 1511, 193)
row2-d-body (1167, 1512, 1509, 1743)
left-story-2-headline: ಇಂದು ಎಕ್ಸಲೆಂಟ್‌ನಲ್ಲಿ ಬಲಿಪ ಭಾಗವತದ್ವಯರ ಪುಣ್ಯಸ್ಮೃತಿ, ಪ್ರಶಸ್ತಿ ಪ್ರದಾನ (40, 897, 262, 934)
row2-a-photo (303, 787, 718, 925)
masthead-accent (1444, 49, 1542, 164)
bottom-story-box (975, 2065, 1229, 2219)
divider (40, 1374, 270, 1376)
row2-b-photo (736, 787, 1150, 940)
divider (40, 889, 270, 891)
page-code: ಪುಟ:ಸಂ.ಪ್ರ: (48, 177, 111, 193)
top-story-body-1 (298, 330, 544, 691)
row3-c-photo (1167, 1747, 1509, 1831)
divider (298, 1281, 1511, 1282)
top-story-body-3 (777, 499, 998, 691)
row2-a-body-1 (303, 933, 505, 1271)
article-text: ರಾಷ್ಟ್ರೋತ್ಥಾನ ವಿದ್ಯಾಕೇಂದ್ರ ಮಂಗಳೂರು ಇಲ್ಲಿ ರಾಷ್ಟ್ರೋತ್ಥಾನ ಭವನದ ರಂಗ ಅಧ್ಯಕ್ಷ ಜಾನಕಿಯಲ್ಲಿ ಕರ್ನಾಟಕ ರಾಜ್ಯೋತ್ಸವ ಆಚರಣೆಯನ್ನು ಸರಳವಾಗಿ ಹಮ್ಮಿಕೊಳ್ಳಲಾಯಿತು. ಅತಿಥಿಯಾಗಿ ಕವಿ, ಲೇಖಕಿ ಅಕ್ಷತಾ ರಾಜ್ ಪೆರ್ಲ ರಾಷ್ಟ್ರಧ್ವಜ ಮತ್ತು ನಾಡ ಧ್ವಜಾರೋಹಣ ನೆರವೇರಿಸಿದರು. ಪ್ರಸ್ತುತ ಕನ್ನಡ ಭಾಷೆಯ ಸ್ಥಿತಿಗತಿಯ ಬಗ್ಗೆ ಮಾತನಾಡಿದ ಅವರು ಇಂದಿನ ಕಾಲಘಟ್ಟದಲ್ಲಿ ನಾವೆಲ್ಲರೂ ನಮ್ಮ ಮಾತೃಭಾಷೆಯನ್ನು ಉಳಿಸಿ ಬೆಳೆಸುವ ಕೆಲಸ ಮಾಡಬೇಕಿದೆ. ಭಾಷೆ ಉಳಿದರೆ ಮಾತ್ರ ಸಂಸ್ಕೃತಿ ಉಳಿಯುತ್ತದೆ ಎಂದರು. (736, 950, 939, 1115)
top-story-kicker: ಪುತ್ತೂರು ತಾಲೂಕು ಮಟ್ಟದ ಕನ್ನಡ ರಾಜ್ಯೋತ್ಸವ | ಶಾಸಕ ಅಶೋಕ್ ರೈ ಅಭಿಮತ (566, 213, 1239, 243)
article-text: ಇಲ್ಲಿನ ಎವಿಜಿ ಆಂಗ್ಲ ಮಾಧ್ಯಮ ಶಾಲೆಯಲ್ಲಿ 70ನೇ ಕನ್ನಡ ರಾಜ್ಯೋತ್ಸವವನ್ನು ಅರ್ಥಪೂರ್ಣವಾಗಿ ಆಚರಿಸಲಾಯಿತು. ಅತಿಥಿಯಾಗಿ ರೋಟರಿ ಕ್ಲಬ್ ಸ್ವರ್ಣ ಪುತ್ತೂರು ಅಧ್ಯಕ್ಷರು ಭಾಗವಹಿಸಿ ಮಾತನಾಡಿ, ಕನ್ನಡ ಭಾಷೆ ಸಮೃದ್ಧವಾದ ಭಾಷೆ. ಇಂಗ್ಲಿಷ್ ಮಾಧ್ಯಮದಲ್ಲಿ ಓದುವ ಮಕ್ಕಳು ಕನ್ನಡವನ್ನು ಮರೆಯಬಾರದು. ಮನೆಯಲ್ಲಿ ಕನ್ನಡದಲ್ಲೇ ಮಾತನಾಡಬೇಕು ಎಂದರು. ಶಾಲಾ ಸಂಚಾಲಕರು ಅಧ್ಯಕ್ಷತೆ ವಹಿಸಿದ್ದರು. (736, 1538, 939, 1668)
photo-caption: ಕಲ್ಲಡ್ಕ ಸರಕಾರಿ ಹಿ.ಪ್ರಾ.ಶಾಲೆಯಲ್ಲಿ 70ನೇ ಕನ್ನಡ ರಾಜ್ಯೋತ್ಸವವನ್ನು ಸಂಭ್ರಮದಿಂದ ಆಚರಿಸಲಾಯಿತು. ತಾಲೂಕು ಮಟ್ಟದ ವಿಜ್ಞಾನ ಮೇಳದಲ್ಲಿ ಪ್ರಥಮ ಸ್ಥಾನ ಪಡೆದ ಮಕ್ಕಳನ್ನು ಅಭಿನಂದಿಸಲಾಯಿತು. ಶಾಲಾ ಮುಖ್ಯ ಶಿಕ್ಷಕಿ ಅಮ್ಮಿ ಕೆ., ಹೇಮಾ ಕೆ., ಶಾಲಾ ಮುಖ್ಯೋಪಾಧ್ಯಾಯಿನಿ ಅಮ್ಮ ಪಿ. ಅನ್ನಿ ಶಿಕ್ಷಕರು, ಗೌರವ ಶಿಕ್ಷಕರು ಮತ್ತು ಎಸ್‌ಡಿಎಂಸಿ ಸದಸ್ಯರು ಉಪಸ್ಥಿತರಿದ್ದರು. (1167, 1839, 1509, 1902)
article-text: ಬಂಟ್ವಾಳ ತಾಲೂಕು ಆಡಳಿತದ ವತಿಯಿಂದ ಬಿ.ಸಿ.ರೋಡಿನ ಮಿನಿ ವಿಧಾನಸೌಧದ ಮುಂಭಾಗದಲ್ಲಿ ಕನ್ನಡ ರಾಜ್ಯೋತ್ಸವ ಆಚರಣೆ ನಡೆಯಿತು. ತಹಸೀಲ್ದಾರ್ ಅರ್ಚನಾ ಭಟ್ ಧ್ವಜಾರೋಹಣ ನೆರವೇರಿಸಿದರು. ಶಾಸಕ ರಾಜೇಶ್ ನಾಯ್ಕ್ ಉಳಿಪ್ಪಾಡಿಗುತ್ತು ಮಾತನಾಡಿ, ಕನ್ನಡ ನಾಡು ನುಡಿಯ ಬಗ್ಗೆ ಅಭಿಮಾನ ಬೆಳೆಸಿಕೊಳ್ಳಬೇಕು. ಕನ್ನಡ ಶಾಲೆಗಳ ಉಳಿವಿಗೆ ಎಲ್ಲರೂ ಶ್ರಮಿಸಬೇಕು ಎಂದರು. ಪೊಲೀಸ್, ಗೃಹರಕ್ಷಕ ದಳ ಹಾಗೂ ಶಾಲಾ ವಿದ್ಯಾರ್ಥಿಗಳ ಆಕರ್ಷಕ ಪಥಸಂಚಲನ ನಡೆಯಿತು. (303, 1530, 505, 1678)
